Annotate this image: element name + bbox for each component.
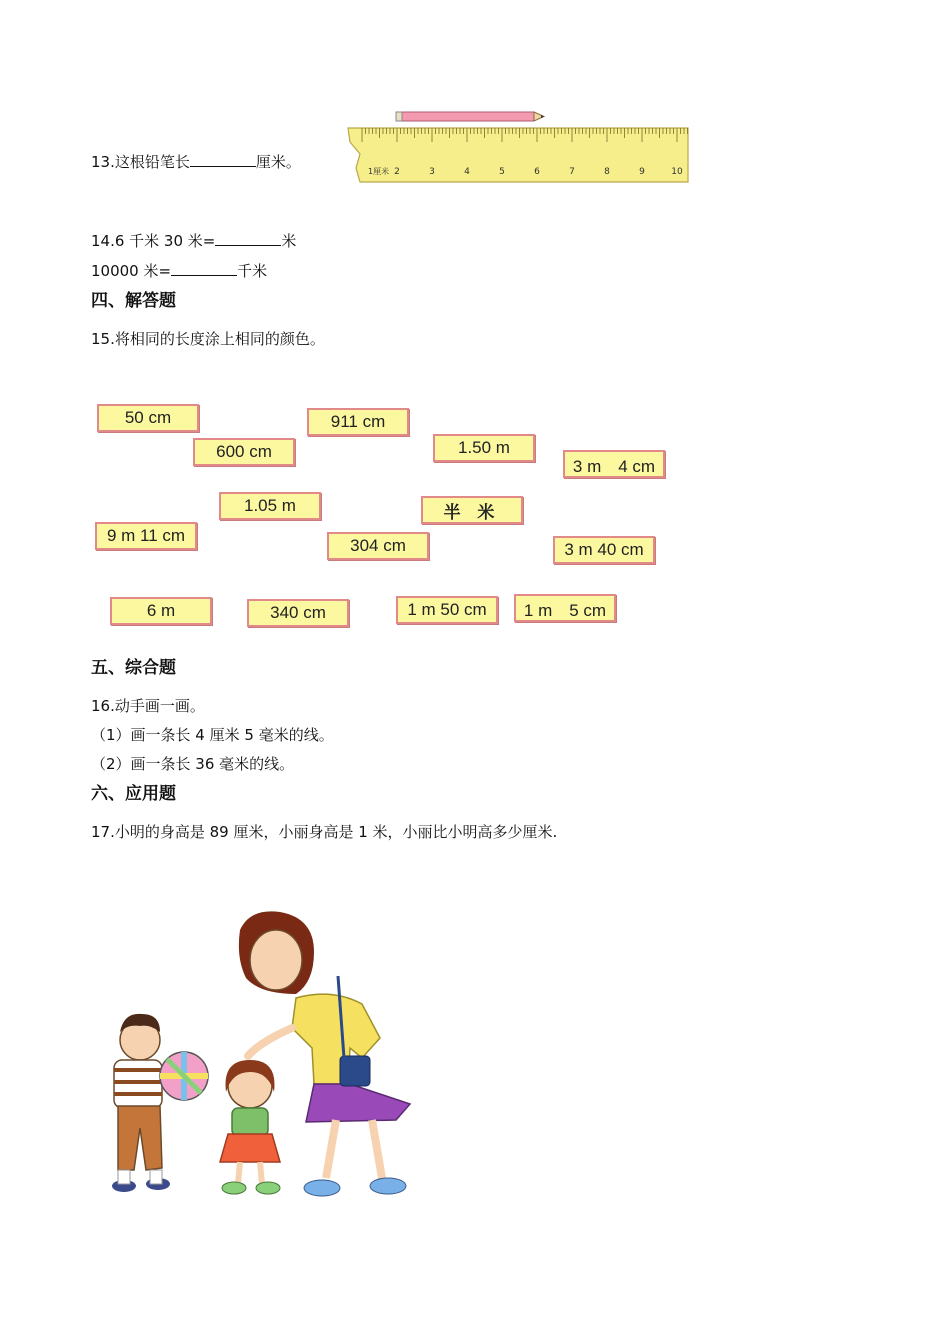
q16-text: 16.动手画一画。	[91, 697, 205, 715]
length-card[interactable]: 6 m	[110, 597, 212, 625]
q14-line2	[91, 261, 267, 281]
q14-line1-suffix: 米	[281, 232, 297, 250]
q13-prefix: 13.这根铅笔长	[91, 153, 190, 171]
ball-icon	[160, 1052, 208, 1100]
ruler-tick-label: 6	[534, 167, 540, 177]
ruler-tick-label: 2	[394, 167, 400, 177]
ruler-unit-label: 1厘米	[368, 167, 390, 176]
q14-line1	[91, 231, 296, 251]
ruler-tick-label: 8	[604, 167, 610, 177]
length-card[interactable]: 911 cm	[307, 408, 409, 436]
ruler-tick-label: 10	[671, 167, 683, 177]
q16-sub1: （1）画一条长 4 厘米 5 毫米的线。	[91, 726, 334, 744]
length-card[interactable]: 600 cm	[193, 438, 295, 466]
q17-text: 17.小明的身高是 89 厘米，小丽身高是 1 米，小丽比小明高多少厘米.	[91, 823, 558, 841]
ruler-tick-label: 7	[569, 167, 575, 177]
length-card[interactable]: 9 m 11 cm	[95, 522, 197, 550]
q15-text: 15.将相同的长度涂上相同的颜色。	[91, 330, 325, 348]
q13-suffix: 厘米。	[255, 153, 301, 171]
ruler-tick-label: 9	[639, 167, 645, 177]
length-card[interactable]: 半 米	[421, 496, 523, 524]
ruler-tick-label: 5	[499, 167, 505, 177]
section4-title: 四、解答题	[91, 291, 176, 311]
ruler-pencil-illustration	[334, 108, 690, 186]
length-card[interactable]: 1.05 m	[219, 492, 321, 520]
length-card[interactable]: 1.50 m	[433, 434, 535, 462]
q14-blank2[interactable]	[171, 261, 237, 276]
length-card[interactable]: 304 cm	[327, 532, 429, 560]
length-card[interactable]: 3 m 4 cm	[563, 450, 665, 478]
pencil-icon	[396, 112, 544, 121]
ruler-tick-label: 3	[429, 167, 435, 177]
girl-figure	[220, 1060, 280, 1194]
ruler-tick-label: 4	[464, 167, 470, 177]
length-card[interactable]: 50 cm	[97, 404, 199, 432]
q13-blank[interactable]	[190, 152, 256, 167]
q13-line	[91, 152, 301, 172]
q14-line2-prefix: 10000 米=	[91, 262, 172, 280]
length-card[interactable]: 340 cm	[247, 599, 349, 627]
section5-title: 五、综合题	[91, 658, 176, 678]
family-illustration	[100, 908, 420, 1203]
length-card[interactable]: 1 m 5 cm	[514, 594, 616, 622]
q14-blank1[interactable]	[215, 231, 281, 246]
q14-line1-prefix: 14.6 千米 30 米=	[91, 232, 216, 250]
boy-figure	[112, 1014, 170, 1192]
q14-line2-suffix: 千米	[237, 262, 268, 280]
section6-title: 六、应用题	[91, 784, 176, 804]
length-card[interactable]: 1 m 50 cm	[396, 596, 498, 624]
q16-sub2: （2）画一条长 36 毫米的线。	[91, 755, 295, 773]
length-card[interactable]: 3 m 40 cm	[553, 536, 655, 564]
